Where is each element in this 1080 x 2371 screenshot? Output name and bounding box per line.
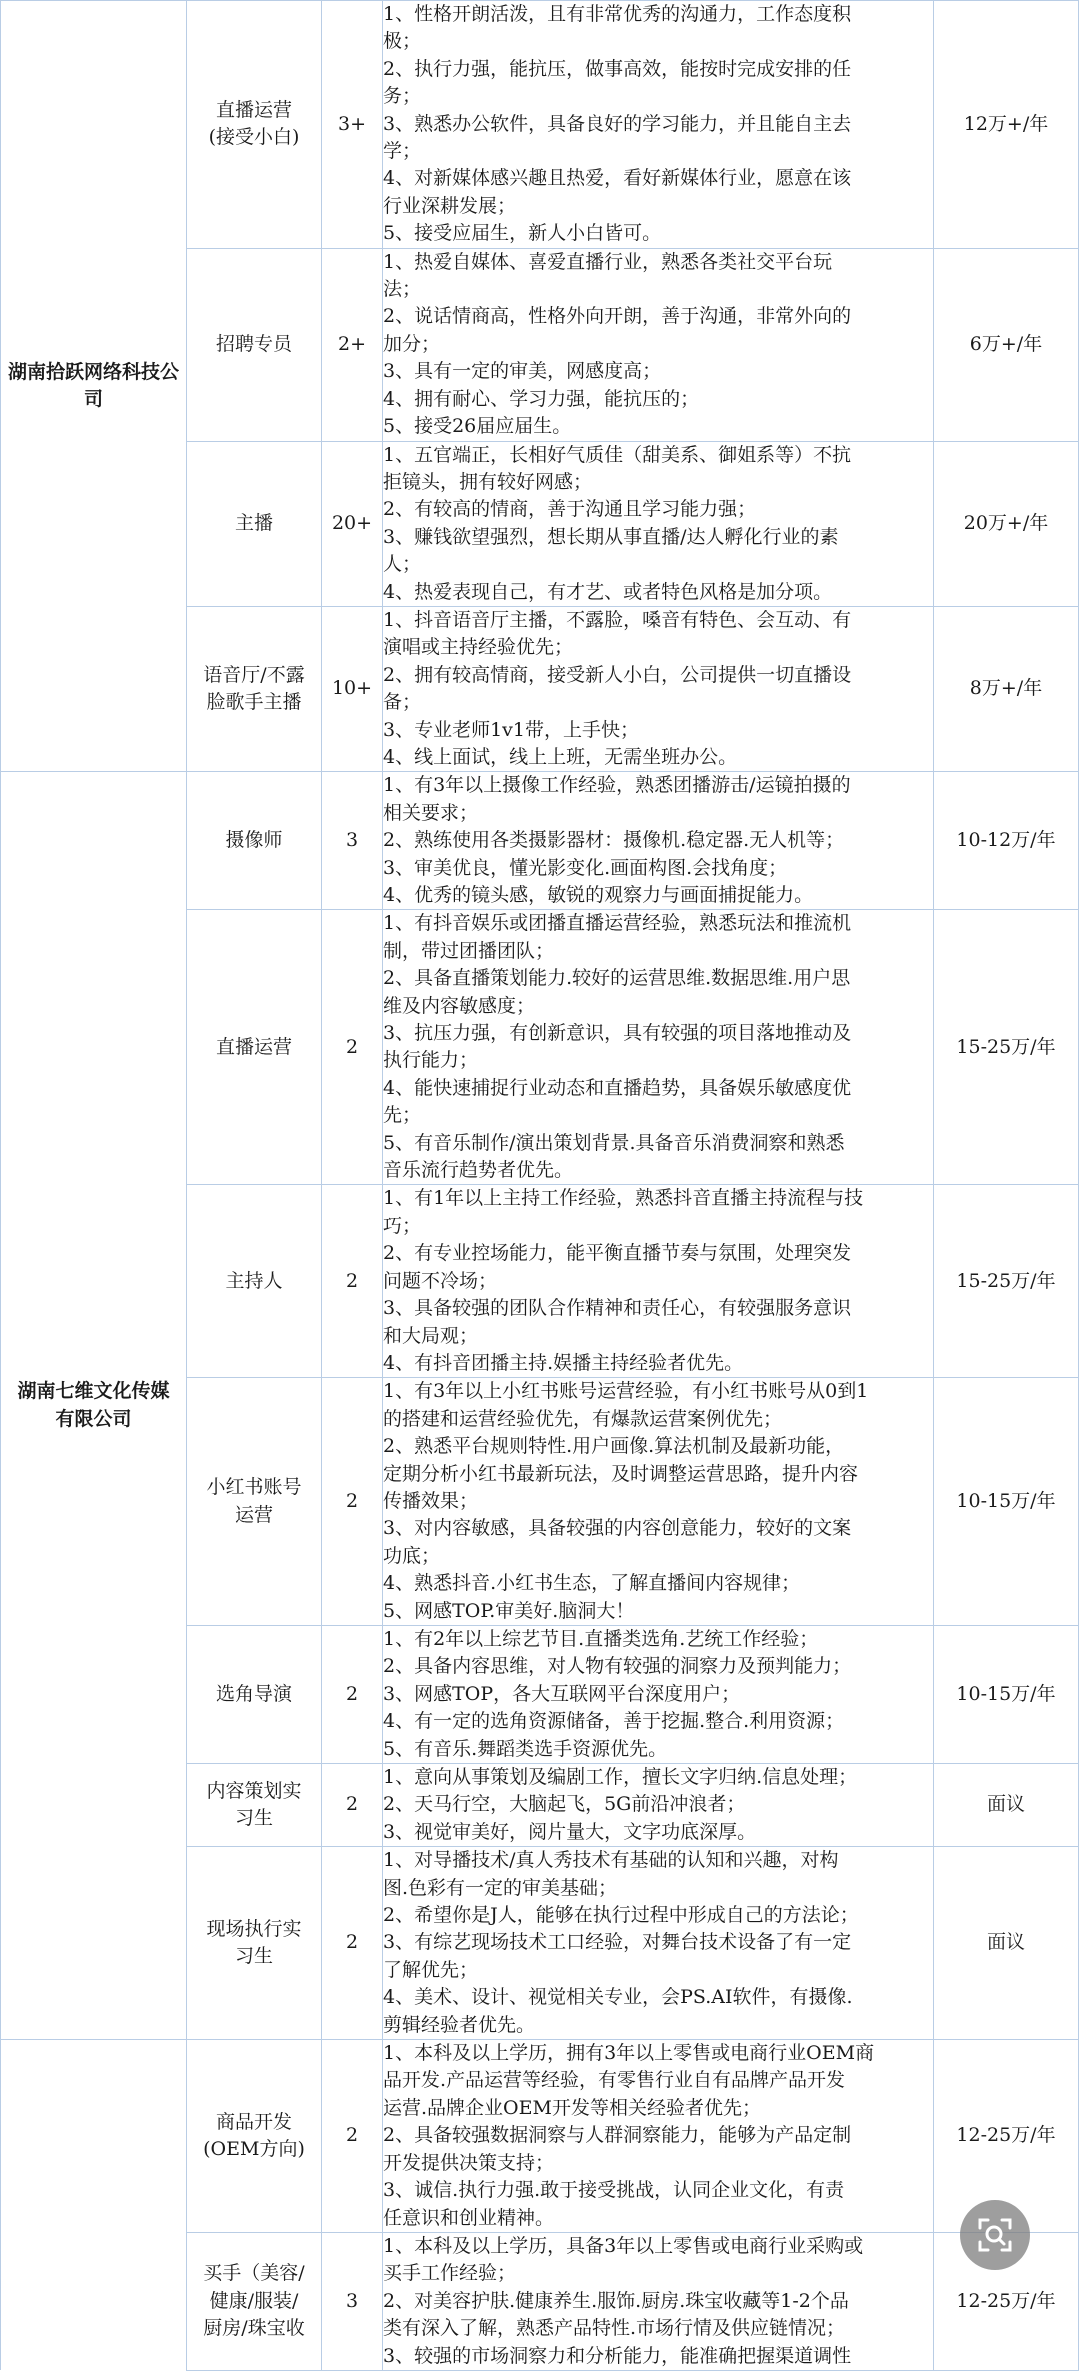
requirement-line: 2、熟悉平台规则特性.用户画像.算法机制及最新功能， [383,1435,845,1458]
headcount: 2 [322,1378,383,1626]
requirement-line: 1、本科及以上学历，具备3年以上零售或电商行业采购或 [383,2234,864,2257]
salary: 12-25万/年 [934,2040,1079,2233]
requirement-line: 1、热爱自媒体、喜爱直播行业，熟悉各类社交平台玩 [383,250,833,273]
requirement-line: 5、有音乐.舞蹈类选手资源优先。 [383,1737,668,1760]
position-title: 直播运营 [187,910,322,1185]
requirement-line: 先； [383,1104,422,1127]
requirement-line: 2、具备直播策划能力.较好的运营思维.数据思维.用户思 [383,967,851,990]
requirement-line: 传播效果； [383,1489,479,1512]
job-requirements [383,1764,934,1847]
requirement-line: 1、有3年以上小红书账号运营经验，有小红书账号从0到1 [383,1380,869,1403]
requirement-line: 加分； [383,332,441,355]
position-title: 主播 [187,441,322,606]
requirement-line: 1、意向从事策划及编剧工作，擅长文字归纳.信息处理； [383,1766,858,1788]
position-title: 招聘专员 [187,248,322,441]
requirement-line: 的搭建和运营经验优先，有爆款运营案例优先； [383,1407,783,1430]
requirement-line: 5、有音乐制作/演出策划背景.具备音乐消费洞察和熟悉 [383,1131,845,1154]
salary: 15-25万/年 [934,910,1079,1185]
requirement-line: 执行能力； [383,1049,479,1072]
requirement-line: 任意识和创业精神。 [383,2206,555,2229]
salary: 10-15万/年 [934,1378,1079,1626]
headcount: 2 [322,2040,383,2233]
job-requirements [383,1185,934,1378]
requirement-line: 1、性格开朗活泼，且有非常优秀的沟通力，工作态度积 [383,3,852,25]
requirement-line: 3、具有一定的审美，网感度高； [383,360,662,383]
requirement-line: 4、有抖音团播主持.娱播主持经验者优先。 [383,1351,744,1374]
job-requirements [383,1378,934,1626]
job-requirements [383,1,934,249]
requirement-line: 极； [383,30,422,53]
requirement-line: 2、对美容护肤.健康养生.服饰.厨房.珠宝收藏等1-2个品 [383,2289,849,2312]
requirement-line: 2、说话情商高，性格外向开朗，善于沟通，非常外向的 [383,305,852,328]
position-title: 内容策划实 习生 [187,1764,322,1847]
requirement-line: 1、有1年以上主持工作经验，熟悉抖音直播主持流程与技 [383,1187,864,1210]
position-title: 主持人 [187,1185,322,1378]
headcount: 10+ [322,606,383,771]
job-requirements [383,1625,934,1763]
lens-search-icon [975,2215,1015,2255]
requirement-line: 1、抖音语音厅主播，不露脸，嗓音有特色、会互动、有 [383,608,852,631]
headcount: 3+ [322,1,383,249]
requirement-line: 功底； [383,1544,441,1567]
position-title: 直播运营 (接受小白) [187,1,322,249]
requirement-line: 法； [383,278,422,301]
requirement-line: 3、抗压力强，有创新意识，具有较强的项目落地推动及 [383,1022,852,1045]
job-requirements [383,772,934,910]
requirement-line: 类有深入了解，熟悉产品特性.市场行情及供应链情况； [383,2317,846,2340]
salary: 10-15万/年 [934,1625,1079,1763]
requirement-line: 3、专业老师1v1带，上手快； [383,718,639,741]
requirement-line: 剪辑经验者优先。 [383,2013,536,2036]
requirement-line: 3、网感TOP，各大互联网平台深度用户； [383,1682,741,1705]
requirement-line: 运营.品牌企业OEM开发等相关经验者优先； [383,2096,761,2119]
requirement-line: 3、视觉审美好，阅片量大，文字功底深厚。 [383,1820,757,1843]
salary: 10-12万/年 [934,772,1079,910]
requirement-line: 4、线上面试，线上上班，无需坐班办公。 [383,745,738,768]
position-title: 选角导演 [187,1625,322,1763]
headcount: 2 [322,1764,383,1847]
requirement-line: 4、优秀的镜头感，敏锐的观察力与画面捕捉能力。 [383,884,814,906]
job-requirements [383,441,934,606]
salary: 12-25万/年 [934,2232,1079,2370]
requirement-line: 买手工作经验； [383,2262,517,2285]
company-name: 湖南七维文化传媒 有限公司 [1,772,187,2040]
requirement-line: 5、接受26届应届生。 [383,415,572,438]
headcount: 2 [322,1625,383,1763]
requirement-line: 1、对导播技术/真人秀技术有基础的认知和兴趣，对构 [383,1849,839,1872]
requirement-line: 人； [383,553,422,576]
requirement-line: 4、拥有耐心、学习力强，能抗压的； [383,387,700,410]
requirement-line: 维及内容敏感度； [383,994,536,1017]
requirement-line: 2、希望你是J人，能够在执行过程中形成自己的方法论； [383,1904,859,1927]
headcount: 3 [322,772,383,910]
requirement-line: 2、有较高的情商，善于沟通且学习能力强； [383,498,757,521]
requirement-line: 1、有抖音娱乐或团播直播运营经验，熟悉玩法和推流机 [383,912,852,935]
position-title: 商品开发 (OEM方向) [187,2040,322,2233]
salary: 12万+/年 [934,1,1079,249]
requirement-line: 演唱或主持经验优先； [383,636,574,659]
requirement-line: 音乐流行趋势者优先。 [383,1159,574,1182]
requirement-line: 2、具备内容思维，对人物有较强的洞察力及预判能力； [383,1655,852,1678]
job-requirements [383,606,934,771]
position-title: 语音厅/不露 脸歌手主播 [187,606,322,771]
company-name: 湖南拾跃网络科技公司 [1,1,187,772]
job-requirements [383,1847,934,2040]
requirement-line: 备； [383,691,422,714]
salary: 面议 [934,1847,1079,2040]
job-requirements [383,2232,934,2370]
job-row [1,1,1079,249]
image-search-button[interactable] [960,2200,1030,2270]
requirement-line: 3、诚信.执行力强.敢于接受挑战，认同企业文化，有责 [383,2179,845,2202]
requirement-line: 2、拥有较高情商，接受新人小白，公司提供一切直播设 [383,663,852,686]
requirement-line: 2、执行力强，能抗压，做事高效，能按时完成安排的任 [383,57,852,80]
requirement-line: 定期分析小红书最新玩法，及时调整运营思路，提升内容 [383,1462,859,1485]
requirement-line: 3、对内容敏感，具备较强的内容创意能力，较好的文案 [383,1517,852,1540]
requirement-line: 问题不冷场； [383,1269,498,1292]
requirement-line: 4、能快速捕捉行业动态和直播趋势，具备娱乐敏感度优 [383,1076,852,1099]
requirement-line: 务； [383,85,422,108]
position-title: 买手（美容/ 健康/服装/ 厨房/珠宝收 [187,2232,322,2370]
headcount: 3 [322,2232,383,2370]
salary: 8万+/年 [934,606,1079,771]
requirement-line: 学； [383,140,422,163]
job-requirements [383,248,934,441]
requirement-line: 3、审美优良，懂光影变化.画面构图.会找角度； [383,856,788,879]
job-row [1,2040,1079,2233]
requirement-line: 2、有专业控场能力，能平衡直播节奏与氛围，处理突发 [383,1242,852,1265]
requirement-line: 4、熟悉抖音.小红书生态，了解直播间内容规律； [383,1572,801,1595]
requirement-line: 拒镜头，拥有较好网感； [383,470,593,493]
requirement-line: 巧； [383,1214,422,1237]
headcount: 2 [322,1185,383,1378]
headcount: 20+ [322,441,383,606]
requirement-line: 1、有2年以上综艺节目.直播类选角.艺统工作经验； [383,1627,819,1650]
requirement-line: 3、具备较强的团队合作精神和责任心，有较强服务意识 [383,1297,852,1320]
requirement-line: 4、有一定的选角资源储备，善于挖掘.整合.利用资源； [383,1710,845,1733]
requirement-line: 相关要求； [383,801,479,824]
requirement-line: 5、网感TOP.审美好.脑洞大！ [383,1599,635,1622]
salary: 15-25万/年 [934,1185,1079,1378]
salary: 20万+/年 [934,441,1079,606]
requirement-line: 3、赚钱欲望强烈，想长期从事直播/达人孵化行业的素 [383,525,839,548]
requirement-line: 2、天马行空，大脑起飞，5G前沿冲浪者； [383,1793,746,1816]
requirement-line: 品开发.产品运营等经验，有零售行业自有品牌产品开发 [383,2069,846,2092]
position-title: 摄像师 [187,772,322,910]
requirement-line: 4、对新媒体感兴趣且热爱，看好新媒体行业，愿意在该 [383,167,852,190]
requirement-line: 1、有3年以上摄像工作经验，熟悉团播游击/运镜拍摄的 [383,774,851,797]
position-title: 小红书账号 运营 [187,1378,322,1626]
requirement-line: 制，带过团播团队； [383,939,555,962]
requirement-line: 2、具备较强数据洞察与人群洞察能力，能够为产品定制 [383,2124,852,2147]
requirement-line: 3、较强的市场洞察力和分析能力，能准确把握渠道调性 [383,2344,852,2367]
headcount: 2 [322,1847,383,2040]
requirement-line: 1、本科及以上学历，拥有3年以上零售或电商行业OEM商 [383,2042,875,2065]
salary: 6万+/年 [934,248,1079,441]
company-name [1,2040,187,2371]
requirement-line: 和大局观； [383,1324,479,1347]
requirement-line: 行业深耕发展； [383,194,517,217]
headcount: 2+ [322,248,383,441]
requirement-line: 1、五官端正，长相好气质佳（甜美系、御姐系等）不抗 [383,443,852,466]
requirement-line: 4、美术、设计、视觉相关专业，会PS.AI软件，有摄像. [383,1986,853,2009]
position-title: 现场执行实 习生 [187,1847,322,2040]
requirement-line: 了解优先； [383,1958,479,1981]
headcount: 2 [322,910,383,1185]
requirement-line: 4、热爱表现自己，有才艺、或者特色风格是加分项。 [383,580,833,603]
requirement-line: 开发提供决策支持； [383,2151,555,2174]
salary: 面议 [934,1764,1079,1847]
requirement-line: 3、熟悉办公软件，具备良好的学习能力，并且能自主去 [383,112,852,135]
requirement-line: 5、接受应届生，新人小白皆可。 [383,222,662,245]
requirement-line: 2、熟练使用各类摄影器材：摄像机.稳定器.无人机等； [383,829,845,852]
requirement-line: 3、有综艺现场技术工口经验，对舞台技术设备了有一定 [383,1931,852,1954]
requirement-line: 图.色彩有一定的审美基础； [383,1876,618,1899]
job-row [1,772,1079,910]
job-requirements [383,2040,934,2233]
job-requirements [383,910,934,1185]
